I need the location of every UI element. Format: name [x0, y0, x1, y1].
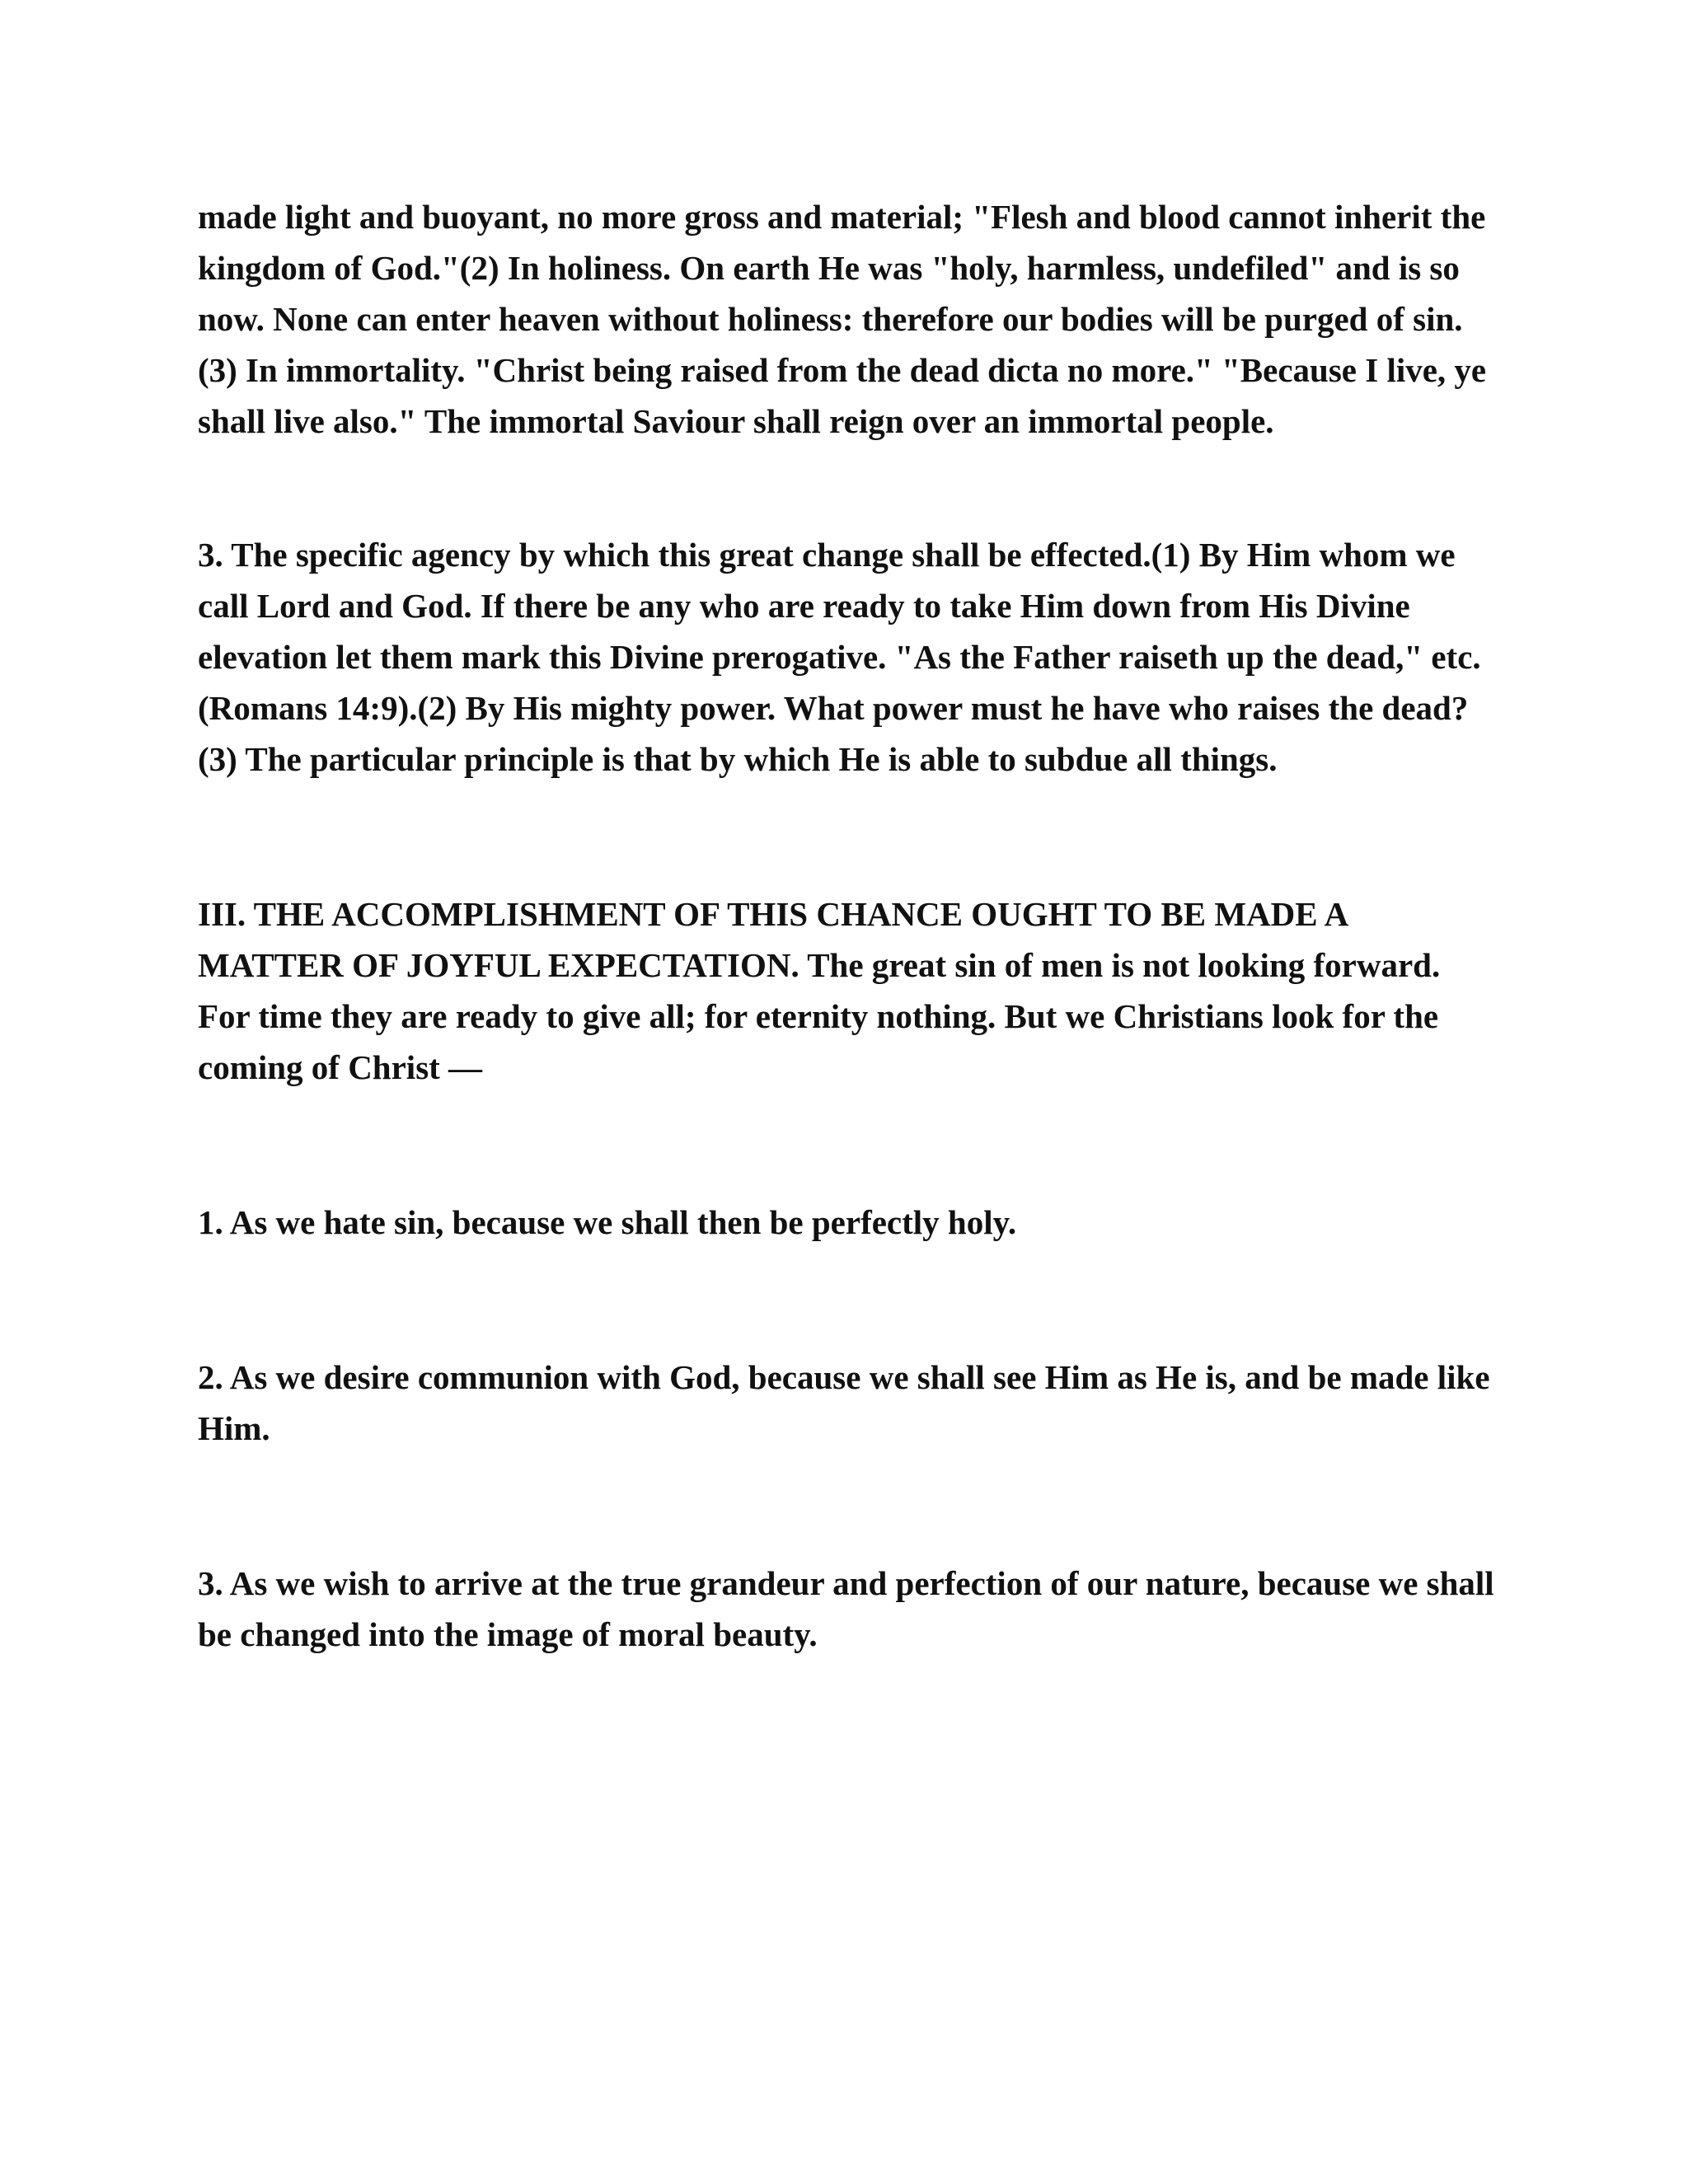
- document-body: [198, 191, 1500, 1660]
- paragraph-point-2: 2. As we desire communion with God, because we shall see Him as He is, and be made like Him.: [198, 1358, 1490, 1447]
- paragraph-specific-agency: 3. The specific agency by which this great change shall be effected.(1) By Him whom we call Lord and God. If there be any who are ready to take Him down from His Divine elevation let them mark this Divine prerogative. "As the Father raiseth up the dead," etc. (Romans 14:9).(2) By His mighty power. What power must he have who raises the dead?(3) The particular principle is that by which He is able to subdue all things.: [198, 536, 1481, 778]
- paragraph-resurrection-body: made light and buoyant, no more gross and material; "Flesh and blood cannot inherit the kingdom of God."(2) In holiness. On earth He was "holy, harmless, undefiled" and is so now. None can enter heaven without holiness: therefore our bodies will be purged of sin.(3) In immortality. "Christ being raised from the dead dicta no more." "Because I live, ye shall live also." The immortal Saviour shall reign over an immortal people.: [198, 198, 1487, 440]
- paragraph-point-1: 1. As we hate sin, because we shall then be perfectly holy.: [198, 1203, 1017, 1241]
- paragraph-point-3: 3. As we wish to arrive at the true grandeur and perfection of our nature, because we shall be changed into the image of moral beauty.: [198, 1564, 1494, 1653]
- paragraph-section-iii-heading: III. THE ACCOMPLISHMENT OF THIS CHANCE OUGHT TO BE MADE A MATTER OF JOYFUL EXPECTATION. The great sin of men is not looking forward. For time they are ready to give all; for eternity nothing. But we Christians look for the coming of Christ —: [198, 895, 1441, 1086]
